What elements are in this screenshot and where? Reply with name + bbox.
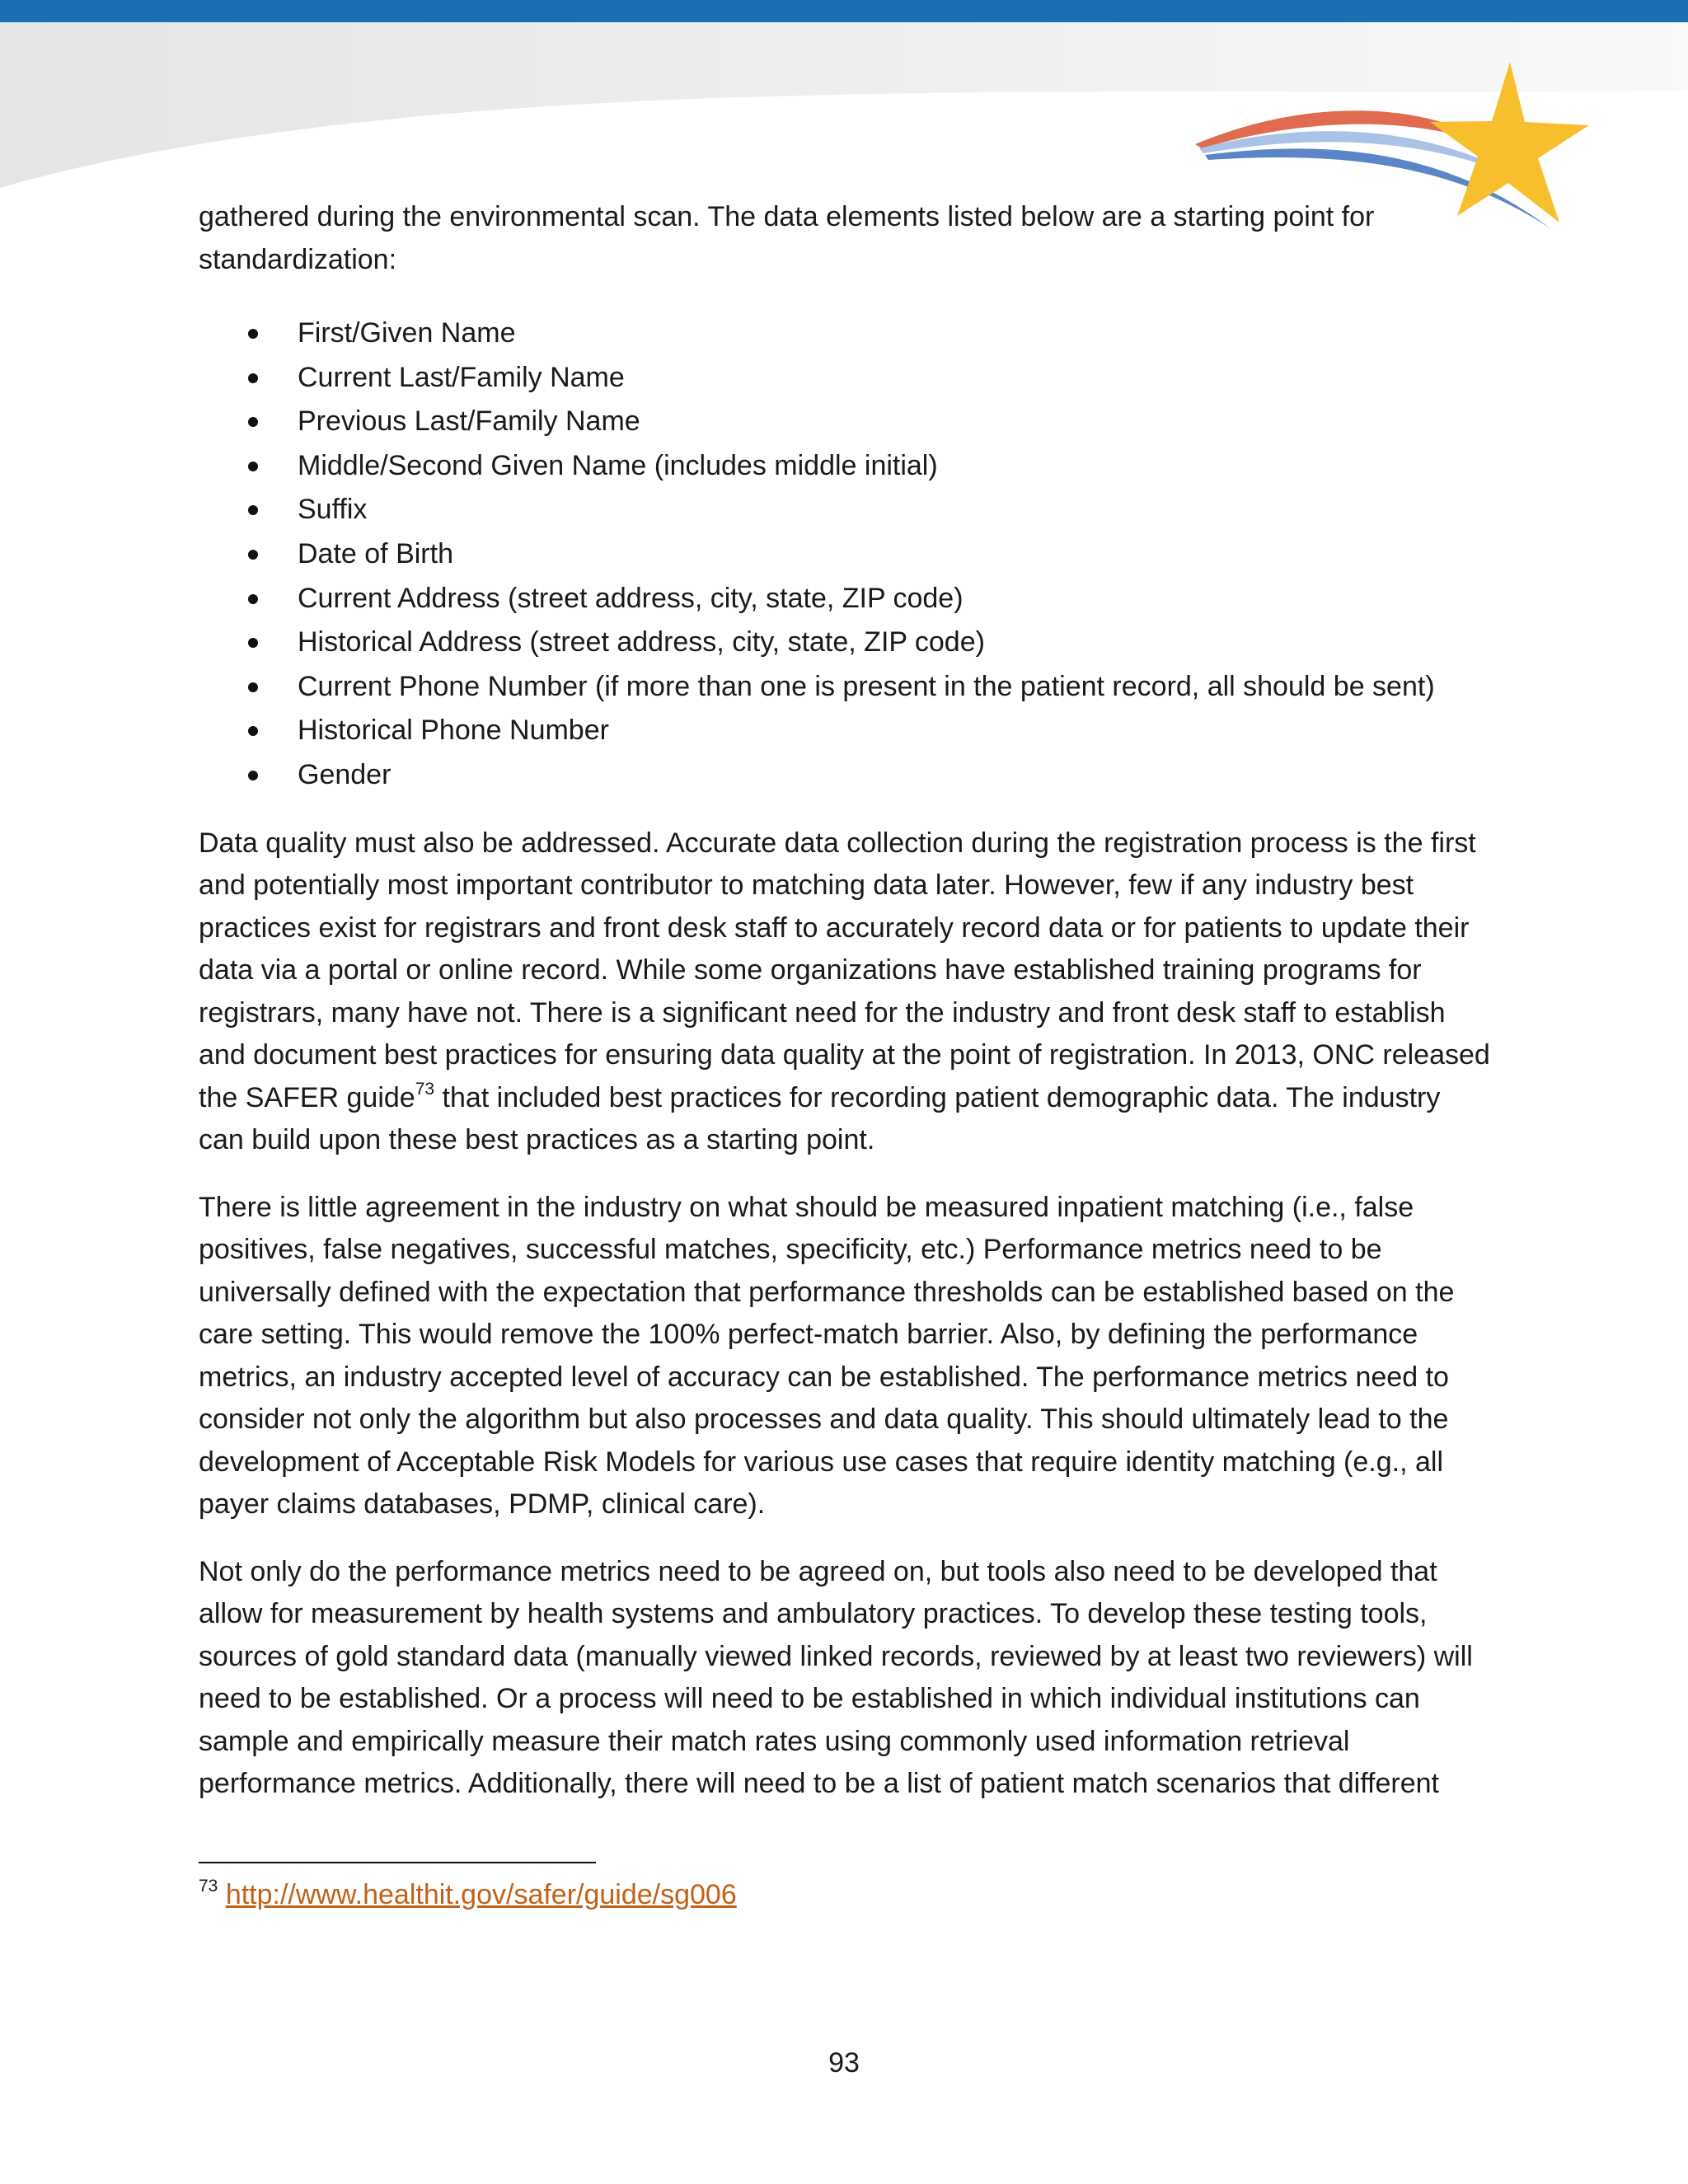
list-item: Suffix — [199, 488, 1493, 532]
list-item: First/Given Name — [199, 312, 1493, 356]
measurement-tools-paragraph: Not only do the performance metrics need to be agreed on, but tools also need to be developed that allow for measurement by health systems and ambulatory practices. To develop these testing tools, sources of gold standard data (manually viewed linked records, reviewed by at least two reviewers) will need to be established. Or a process will need to be established in which individual institutions can sample and empirically measure their match rates using commonly used information retrieval performance metrics. Additionally, there will need to be a list of patient match scenarios that different — [199, 1555, 1473, 1800]
bullet-icon — [248, 594, 258, 604]
bullet-icon — [248, 638, 258, 648]
list-item: Current Address (street address, city, state, ZIP code) — [199, 577, 1493, 621]
bullet-icon — [248, 329, 258, 339]
list-item: Middle/Second Given Name (includes middle initial) — [199, 444, 1493, 489]
performance-metrics-paragraph: There is little agreement in the industry on what should be measured inpatient matching (i.e., false positives, false negatives, successful matches, specificity, etc.) Performance metrics need to be universally defined with the expectation that performance thresholds can be established based on the care setting. This would remove the 100% perfect-match barrier. Also, by defining the performance metrics, an industry accepted level of accuracy can be established. The performance metrics need to consider not only the algorithm but also processes and data quality. This should ultimately lead to the development of Acceptable Risk Models for various use cases that require identity matching (e.g., all payer claims databases, PDMP, clinical care). — [199, 1191, 1455, 1521]
document-body — [199, 196, 1493, 1806]
footnote-link[interactable]: http://www.healthit.gov/safer/guide/sg006 — [225, 1879, 737, 1910]
list-item: Date of Birth — [199, 532, 1493, 577]
bullet-icon — [248, 682, 258, 692]
list-item: Previous Last/Family Name — [199, 400, 1493, 444]
data-elements-list — [199, 312, 1493, 798]
list-item: Historical Address (street address, city, state, ZIP code) — [199, 621, 1493, 665]
bullet-icon — [248, 373, 258, 383]
footnote — [199, 1874, 737, 1915]
footnote-separator — [199, 1862, 596, 1863]
list-item: Current Phone Number (if more than one is present in the patient record, all should be sent) — [199, 665, 1493, 710]
list-item: Gender — [199, 753, 1493, 798]
bullet-icon — [248, 417, 258, 427]
bullet-icon — [248, 771, 258, 780]
data-quality-paragraph: Data quality must also be addressed. Accurate data collection during the registration process is the first and potentially most important contributor to matching data later. However, few if any industry best practices exist for registrars and front desk staff to accurately record data or for patients to update their data via a portal or online record. While some organizations have established training programs for registrars, many have not. There is a significant need for the industry and front desk staff to establish and document best practices for ensuring data quality at the point of registration. In 2013, ONC released the SAFER guide$^{73}$ that included best practices for recording patient demographic data. The industry can build upon these best practices as a starting point. — [199, 827, 1490, 1156]
footnote-number: 73 — [199, 1877, 218, 1896]
footnote-reference[interactable]: 73 — [415, 1079, 435, 1099]
list-item: Historical Phone Number — [199, 709, 1493, 753]
bullet-icon — [248, 726, 258, 736]
bullet-icon — [248, 505, 258, 515]
page-number: 93 — [828, 2047, 860, 2079]
intro-paragraph: gathered during the environmental scan. The data elements listed below are a starting point for standardization: — [199, 201, 1375, 275]
list-item: Current Last/Family Name — [199, 356, 1493, 401]
bullet-icon — [248, 462, 258, 471]
header-swoosh-background — [0, 22, 1688, 188]
bullet-icon — [248, 550, 258, 560]
